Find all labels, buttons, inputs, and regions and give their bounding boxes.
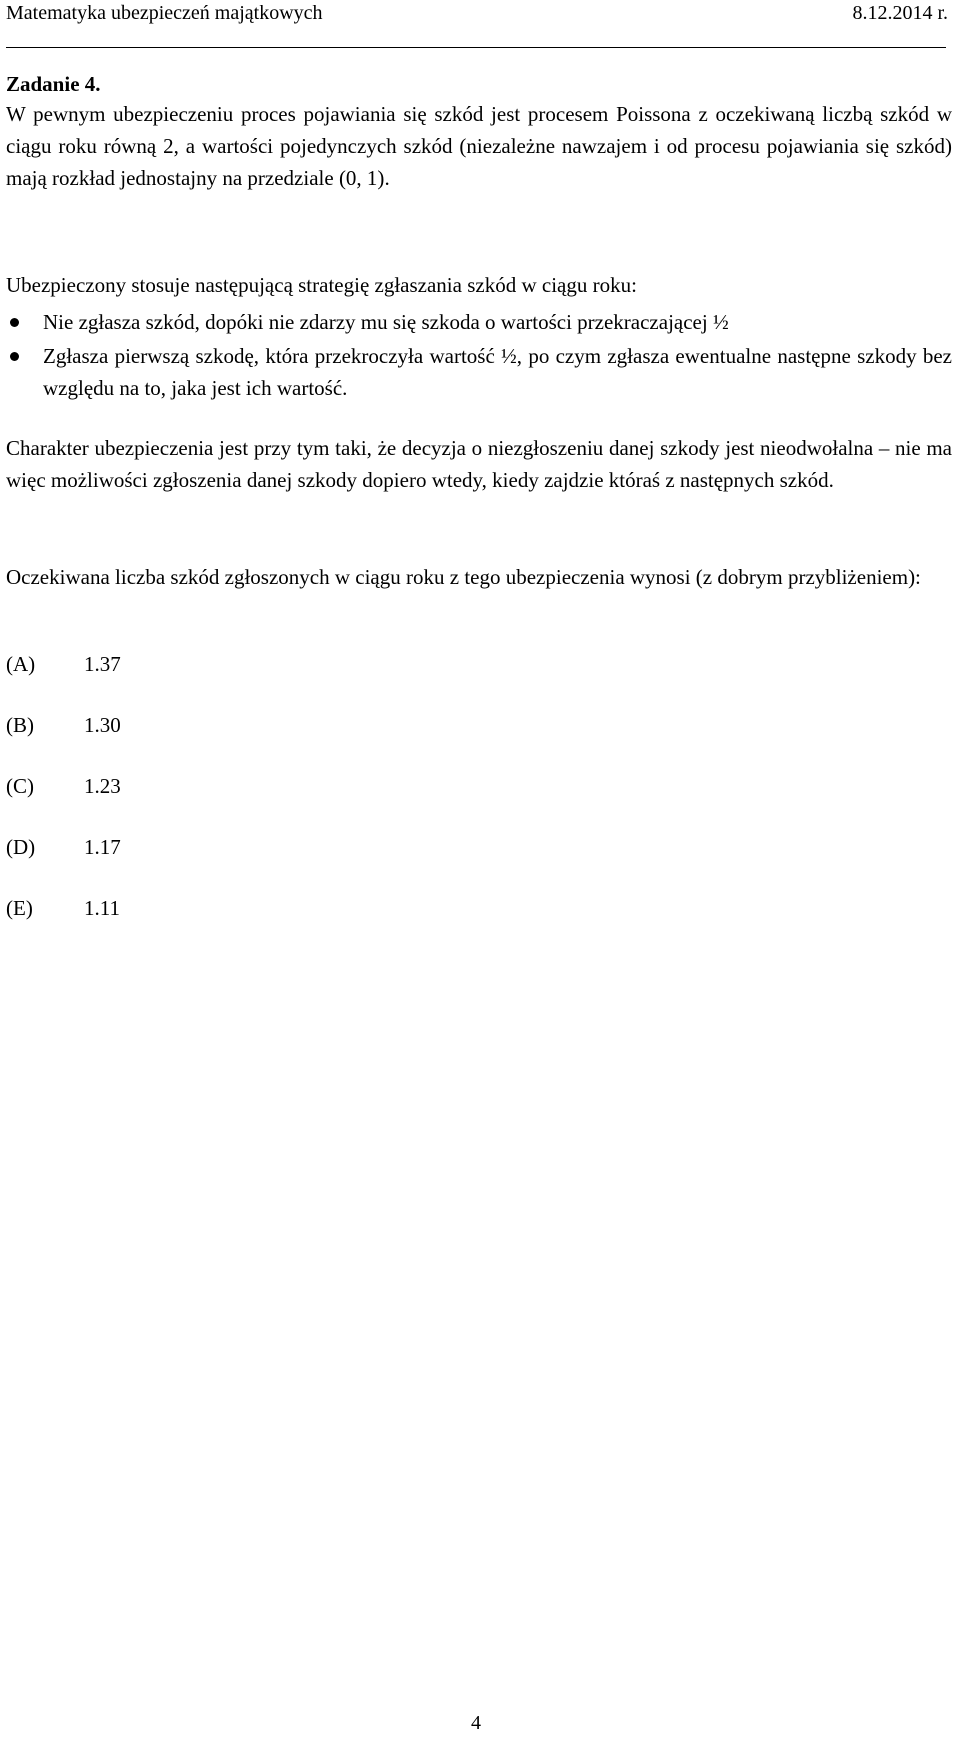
interval-formula: (0, 1) <box>338 166 385 190</box>
answer-value: 1.23 <box>84 774 121 798</box>
insurance-character: Charakter ubezpieczenia jest przy tym taki, że decyzja o niezgłoszeniu danej szkody jest nieodwołalna – nie ma więc możliwości zgłoszenia danej szkody dopiero wtedy, kiedy zajdzie któraś z następnych szkód. <box>6 436 952 492</box>
answer-letter: (A) <box>6 652 36 676</box>
task-intro-end: . <box>384 166 390 190</box>
answer-letter: (C) <box>6 774 34 798</box>
document-page <box>6 0 952 1753</box>
task-title: Zadanie 4. <box>6 72 101 96</box>
strategy-item-text: Zgłasza pierwszą szkodę, która przekroczyła wartość ½, po czym zgłasza ewentualne następne szkody bez względu na to, jaka jest ich wartość. <box>43 344 952 400</box>
strategy-item <box>6 306 952 338</box>
header-date: 8.12.2014 r. <box>852 2 948 24</box>
bullet-icon <box>10 352 19 361</box>
answer-letter: (D) <box>6 835 36 859</box>
answer-value: 1.17 <box>84 835 121 859</box>
answer-letter: (E) <box>6 896 33 920</box>
page-header <box>6 0 952 50</box>
task-intro <box>6 98 952 194</box>
task-intro-text: W pewnym ubezpieczeniu proces pojawiania się szkód jest procesem Poissona z oczekiwaną liczbą szkód w ciągu roku równą 2, a wartości pojedynczych szkód (niezależne nawzajem i od procesu pojawiania się szkód) mają rozkład jednostajny na przedziale <box>6 102 952 190</box>
bullet-icon <box>10 318 19 327</box>
strategy-lead: Ubezpieczony stosuje następującą strategię zgłaszania szkód w ciągu roku: <box>6 273 637 297</box>
header-divider <box>6 47 946 48</box>
strategy-item-text: Nie zgłasza szkód, dopóki nie zdarzy mu się szkoda o wartości przekraczającej ½ <box>43 310 729 334</box>
task-question: Oczekiwana liczba szkód zgłoszonych w ciągu roku z tego ubezpieczenia wynosi (z dobrym przybliżeniem): <box>6 565 921 589</box>
answer-value: 1.37 <box>84 652 121 676</box>
strategy-item <box>6 340 952 404</box>
answer-value: 1.11 <box>84 896 120 920</box>
strategy-list <box>6 306 952 406</box>
answer-value: 1.30 <box>84 713 121 737</box>
header-subject: Matematyka ubezpieczeń majątkowych <box>6 2 323 24</box>
answer-letter: (B) <box>6 713 34 737</box>
page-number: 4 <box>471 1712 481 1734</box>
